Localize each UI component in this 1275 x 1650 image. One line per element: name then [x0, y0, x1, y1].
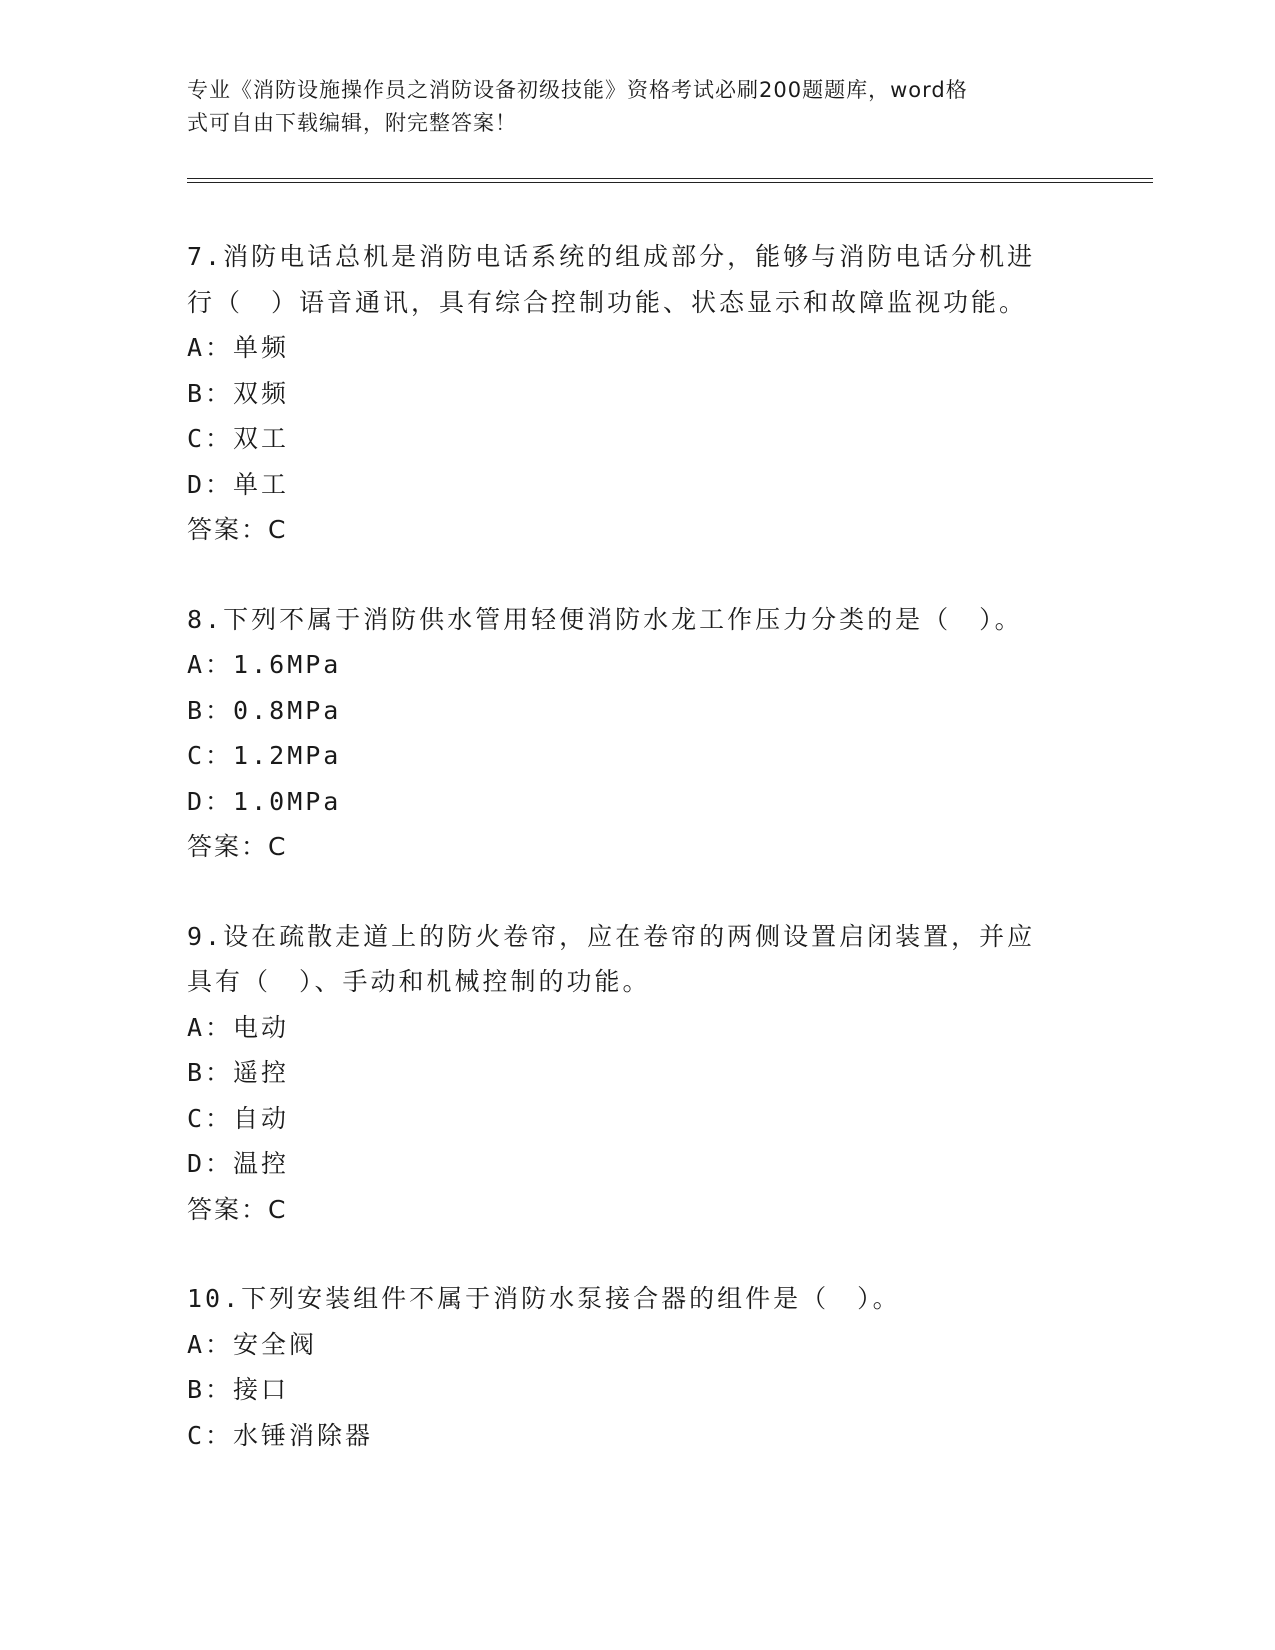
option-b: B：遥控 — [187, 1058, 290, 1087]
option-b: B：双频 — [187, 378, 290, 408]
option-a: A：安全阀 — [187, 1329, 318, 1359]
question-stem: 7.消防电话总机是消防电话系统的组成部分，能够与消防电话分机进 — [187, 242, 1036, 271]
option-b: B：0.8MPa — [187, 695, 342, 725]
answer-line: 答案：C — [187, 1194, 288, 1224]
header-line-2: 式可自由下载编辑，附完整答案！ — [187, 111, 517, 135]
option-b: B：接口 — [187, 1375, 290, 1404]
option-d: D：温控 — [187, 1149, 290, 1178]
answer-line: 答案：C — [187, 515, 288, 544]
question-list — [187, 234, 1087, 1502]
question-stem-continued: 行（ ）语音通讯，具有综合控制功能、状态显示和故障监视功能。 — [187, 287, 1028, 317]
header-line-1: 专业《消防设施操作员之消防设备初级技能》资格考试必刷200题题库，word格 — [187, 78, 968, 102]
option-a: A：1.6MPa — [187, 650, 342, 679]
question-9 — [187, 914, 1087, 1233]
document-header — [187, 74, 1067, 140]
question-stem: 10.下列安装组件不属于消防水泵接合器的组件是（ ）。 — [187, 1284, 901, 1313]
option-d: D：1.0MPa — [187, 786, 342, 816]
option-c: C：水锤消除器 — [187, 1420, 374, 1450]
question-stem: 8.下列不属于消防供水管用轻便消防水龙工作压力分类的是（ ）。 — [187, 604, 1023, 634]
option-a: A：单频 — [187, 333, 290, 362]
option-c: C：1.2MPa — [187, 741, 342, 770]
question-7 — [187, 234, 1087, 553]
answer-line: 答案：C — [187, 832, 288, 861]
option-c: C：双工 — [187, 424, 290, 453]
option-a: A：电动 — [187, 1012, 290, 1042]
header-divider-bottom — [187, 182, 1153, 183]
question-stem: 9.设在疏散走道上的防火卷帘，应在卷帘的两侧设置启闭装置，并应 — [187, 921, 1036, 951]
header-divider-top — [187, 178, 1153, 179]
option-d: D：单工 — [187, 469, 290, 499]
question-stem-continued: 具有（ ）、手动和机械控制的功能。 — [187, 967, 651, 996]
question-8 — [187, 597, 1087, 870]
option-c: C：自动 — [187, 1103, 290, 1133]
question-10 — [187, 1276, 1087, 1458]
